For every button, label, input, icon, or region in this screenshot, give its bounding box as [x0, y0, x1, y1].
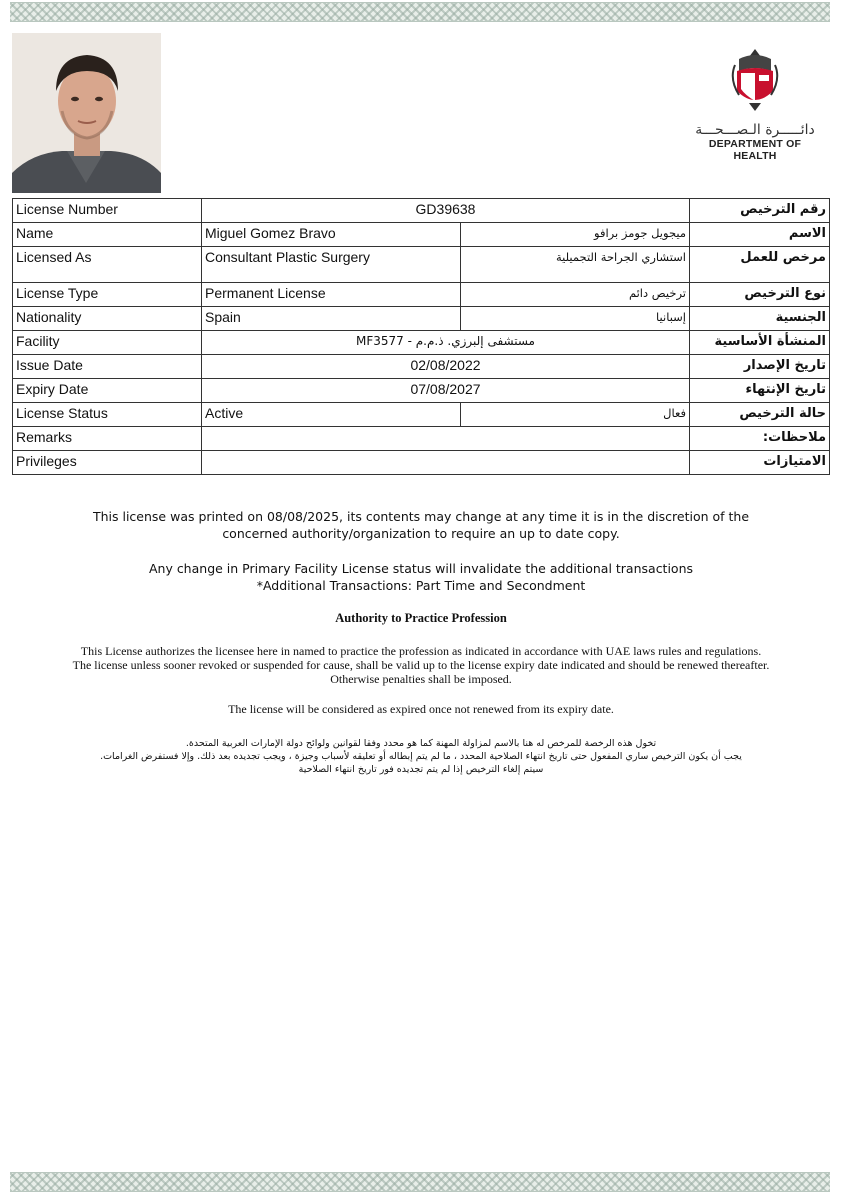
falcon-emblem-icon [727, 45, 783, 115]
license-number-value: GD39638 [202, 199, 690, 223]
row-expiry-date [13, 379, 830, 403]
arabic-notice-line-3: سيتم إلغاء الترخيص إذا لم يتم تجديده فور تاريخ انتهاء الصلاحية [298, 764, 544, 775]
authority-line-3: Otherwise penalties shall be imposed. [330, 672, 512, 686]
facility-change-notice [12, 560, 830, 594]
name-value-ar: ميجويل جومز برافو [461, 223, 690, 247]
authority-line-1: This License authorizes the licensee here in named to practice the profession as indicated in accordance with UAE laws rules and regulations. [80, 644, 762, 658]
name-label: Name [13, 223, 202, 247]
row-privileges [13, 451, 830, 475]
licensed-as-label: Licensed As [13, 247, 202, 283]
authority-text [12, 644, 830, 686]
decorative-border-bottom [10, 1172, 830, 1192]
row-license-type [13, 283, 830, 307]
nationality-label-ar: الجنسية [690, 307, 830, 331]
facility-change-line-2: *Additional Transactions: Part Time and Secondment [256, 578, 586, 593]
issue-date-value: 02/08/2022 [202, 355, 690, 379]
licensed-as-label-ar: مرخص للعمل [690, 247, 830, 283]
row-license-status [13, 403, 830, 427]
row-remarks [13, 427, 830, 451]
name-label-ar: الاسم [690, 223, 830, 247]
row-name [13, 223, 830, 247]
facility-change-line-1: Any change in Primary Facility License status will invalidate the additional transactions [148, 561, 694, 576]
issue-date-label-ar: تاريخ الإصدار [690, 355, 830, 379]
authority-line-2: The license unless sooner revoked or suspended for cause, shall be valid up to the license expiry date indicated and should be renewed thereafter. [72, 658, 770, 672]
privileges-label: Privileges [13, 451, 202, 475]
nationality-value-ar: إسبانيا [461, 307, 690, 331]
license-status-value-ar: فعال [461, 403, 690, 427]
remarks-label: Remarks [13, 427, 202, 451]
nationality-label: Nationality [13, 307, 202, 331]
arabic-notice [12, 737, 830, 776]
license-status-value: Active [202, 403, 461, 427]
license-type-label-ar: نوع الترخيص [690, 283, 830, 307]
expiry-date-label: Expiry Date [13, 379, 202, 403]
issue-date-label: Issue Date [13, 355, 202, 379]
privileges-value [202, 451, 690, 475]
remarks-value [202, 427, 690, 451]
department-of-health-logo [690, 45, 820, 165]
expiry-date-label-ar: تاريخ الإنتهاء [690, 379, 830, 403]
row-facility [13, 331, 830, 355]
license-number-label-ar: رقم الترخيص [690, 199, 830, 223]
remarks-label-ar: ملاحظات: [690, 427, 830, 451]
licensed-as-value-ar: استشاري الجراحة التجميلية [461, 247, 690, 283]
arabic-notice-line-2: يجب أن يكون الترخيص ساري المفعول حتى تاريخ انتهاء الصلاحية المحدد ، ما لم يتم إبطاله أو تعليقه لأسباب وجيزة ، ويجب تجديده بعد ذلك. وإلا فستفرض الغرامات. [100, 751, 742, 762]
license-type-value: Permanent License [202, 283, 461, 307]
row-nationality [13, 307, 830, 331]
license-details-table [12, 198, 830, 475]
facility-value: مستشفى إلبرزي. ذ.م.م - MF3577 [202, 331, 690, 355]
decorative-border-top [10, 2, 830, 22]
licensed-as-value: Consultant Plastic Surgery [202, 247, 461, 283]
row-licensed-as [13, 247, 830, 283]
licensee-photo [12, 33, 161, 193]
license-type-value-ar: ترخيص دائم [461, 283, 690, 307]
license-type-label: License Type [13, 283, 202, 307]
row-issue-date [13, 355, 830, 379]
expiry-date-value: 07/08/2027 [202, 379, 690, 403]
row-license-number [13, 199, 830, 223]
authority-title: Authority to Practice Profession [335, 611, 507, 625]
license-notes [12, 508, 830, 776]
expired-notice: The license will be considered as expired once not renewed from its expiry date. [228, 702, 614, 716]
license-number-label: License Number [13, 199, 202, 223]
facility-label-ar: المنشأة الأساسية [690, 331, 830, 355]
name-value: Miguel Gomez Bravo [202, 223, 461, 247]
license-status-label: License Status [13, 403, 202, 427]
license-status-label-ar: حالة الترخيص [690, 403, 830, 427]
privileges-label-ar: الامتيازات [690, 451, 830, 475]
facility-label: Facility [13, 331, 202, 355]
nationality-value: Spain [202, 307, 461, 331]
arabic-notice-line-1: تخول هذه الرخصة للمرخص له هنا بالاسم لمزاولة المهنة كما هو محدد وفقا لقوانين ولوائح دولة الإمارات العربية المتحدة. [185, 738, 657, 749]
logo-arabic-text: دائـــــرة الـصـــحـــة [695, 122, 815, 138]
logo-english-text: DEPARTMENT OF HEALTH [708, 138, 802, 162]
printed-notice: This license was printed on 08/08/2025, its contents may change at any time it is in the discretion of the concerned authority/organization to require an up to date copy. [92, 509, 750, 541]
